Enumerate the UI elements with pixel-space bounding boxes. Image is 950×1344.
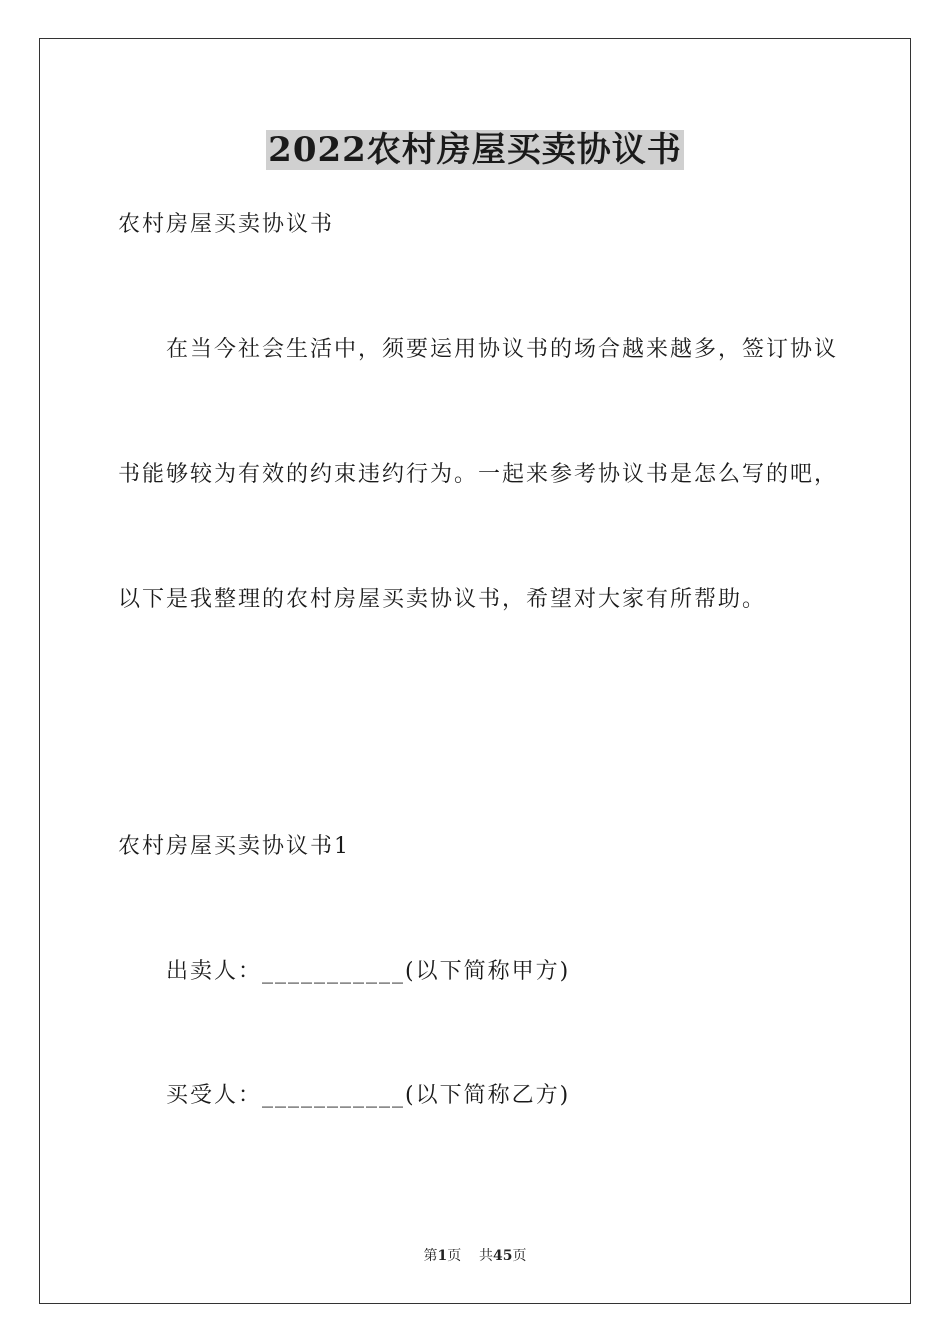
document-subtitle: 农村房屋买卖协议书 xyxy=(118,212,335,237)
page-prefix: 第 xyxy=(423,1248,438,1264)
document-title-text: 2022农村房屋买卖协议书 xyxy=(268,130,682,170)
total-suffix: 页 xyxy=(512,1248,527,1264)
page-footer xyxy=(0,1247,950,1265)
intro-line-3: 以下是我整理的农村房屋买卖协议书，希望对大家有所帮助。 xyxy=(118,587,767,612)
document-title xyxy=(0,128,950,172)
page-suffix: 页 xyxy=(447,1248,462,1264)
total-pages: 45 xyxy=(493,1248,513,1264)
buyer-line: 买受人：___________(以下简称乙方) xyxy=(166,1083,571,1108)
seller-line: 出卖人：___________(以下简称甲方) xyxy=(166,959,571,984)
total-prefix: 共 xyxy=(479,1248,494,1264)
intro-line-1: 在当今社会生活中，须要运用协议书的场合越来越多，签订协议 xyxy=(166,337,839,362)
intro-line-2: 书能够较为有效的约束违约行为。一起来参考协议书是怎么写的吧， xyxy=(118,462,839,487)
page-number: 1 xyxy=(437,1248,448,1264)
section-heading: 农村房屋买卖协议书1 xyxy=(118,834,350,859)
